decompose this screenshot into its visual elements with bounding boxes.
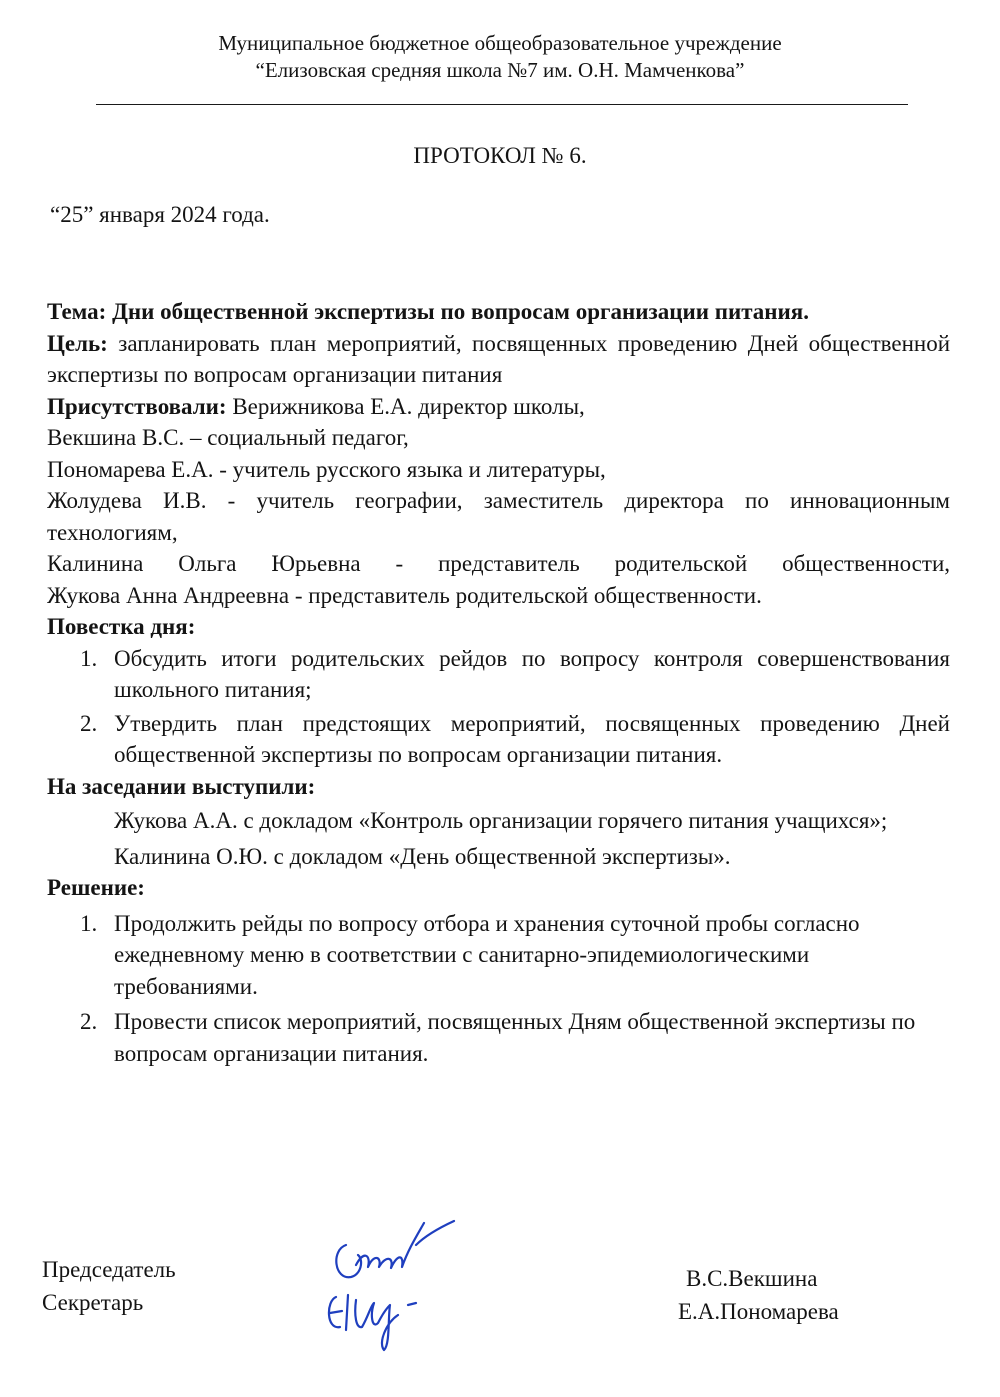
speaker-item: Жукова А.А. с докладом «Контроль организации горячего питания учащихся»; [114,808,888,833]
speakers-label: На заседании выступили: [47,773,316,799]
signature-roles [42,1253,176,1319]
attendee-item: Жукова Анна Андреевна - представитель родительской общественности. [47,582,762,608]
attendee-item: Жолудева И.В. - учитель географии, заместитель директора по инновационным технологиям, [47,488,950,545]
header-divider [96,104,908,105]
decision-item-text: Провести список мероприятий, посвященных Дням общественной экспертизы по вопросам организации питания. [114,1009,916,1066]
agenda-item-number: 2. [80,710,98,736]
agenda-item [47,708,950,771]
signature-names [678,1262,839,1328]
secretary-role: Секретарь [42,1290,144,1315]
secretary-name: Е.А.Пономарева [678,1299,839,1324]
agenda-item-number: 1. [80,645,98,671]
goal-text: запланировать план мероприятий, посвященных проведению Дней общественной экспертизы по вопросам организации питания [47,330,950,387]
decision-item [47,1006,934,1069]
decision-item [47,908,934,1003]
protocol-title: ПРОТОКОЛ № 6. [413,143,587,168]
attendee-item: Пономарева Е.А. - учитель русского языка и литературы, [47,456,606,482]
attendees-first-line [47,391,950,423]
agenda-item-text: Утвердить план предстоящих мероприятий, посвященных проведению Дней общественной экспертизы по вопросам организации питания. [114,710,950,767]
decision-item-text: Продолжить рейды по вопросу отбора и хранения суточной пробы согласно ежедневному меню в соответствии с санитарно-эпидемиологическими требованиями. [114,910,860,999]
org-name-line1: Муниципальное бюджетное общеобразовательное учреждение [218,31,782,55]
agenda-list [47,643,950,771]
attendee-director: Верижникова Е.А. директор школы, [226,393,585,419]
speaker-item: Калинина О.Ю. с докладом «День общественной экспертизы». [114,843,731,869]
speakers-list [47,805,950,872]
chair-role: Председатель [42,1257,176,1282]
chair-signature [336,1221,454,1277]
chair-name: В.С.Векшина [686,1266,818,1291]
topic-line: Тема: Дни общественной экспертизы по вопросам организации питания. [47,299,809,324]
attendees-label: Присутствовали: [47,393,227,419]
protocol-body [47,296,950,1069]
handwritten-signatures [316,1205,466,1355]
agenda-item-text: Обсудить итоги родительских рейдов по вопросу контроля совершенствования школьного питания; [114,645,950,702]
attendee-item: Калинина Ольга Юрьевна - представитель родительской общественности, [47,551,950,576]
decision-label: Решение: [47,875,145,900]
decision-item-number: 2. [80,1009,98,1034]
decision-item-number: 1. [80,910,98,936]
org-header [0,30,1000,84]
secretary-signature [329,1295,416,1350]
goal-paragraph [47,328,950,391]
agenda-item [47,643,950,706]
protocol-date: “25” января 2024 года. [50,202,270,227]
agenda-label: Повестка дня: [47,614,196,639]
org-name-line2: “Елизовская средняя школа №7 им. О.Н. Мамченкова” [255,58,745,82]
attendee-item: Векшина В.С. – социальный педагог, [47,425,409,450]
decision-list [47,908,950,1070]
goal-label: Цель: [47,330,108,356]
